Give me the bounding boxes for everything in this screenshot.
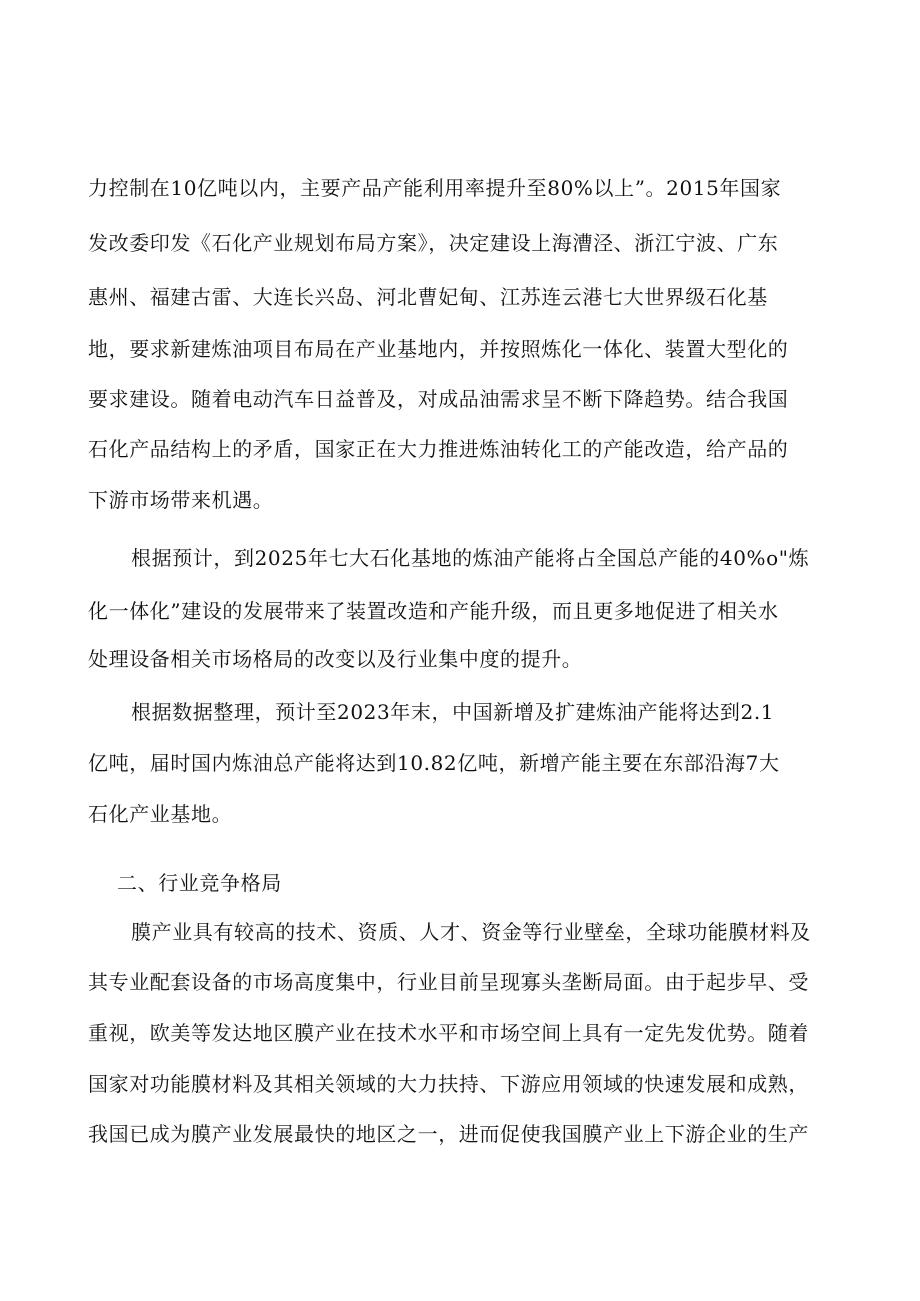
paragraph-2-line-3: 处理设备相关市场格局的改变以及行业集中度的提升。 bbox=[88, 647, 583, 671]
paragraph-1-line-7: 下游市场带来机遇。 bbox=[88, 488, 274, 512]
paragraph-4-line-3: 重视，欧美等发达地区膜产业在技术水平和市场空间上具有一定先发优势。随着 bbox=[88, 1021, 809, 1045]
paragraph-4-line-4: 国家对功能膜材料及其相关领域的大力扶持、下游应用领域的快速发展和成熟， bbox=[88, 1072, 809, 1096]
paragraph-1-line-5: 要求建设。随着电动汽车日益普及，对成品油需求呈不断下降趋势。结合我国 bbox=[88, 387, 789, 411]
paragraph-3-line-2: 亿吨，届时国内炼油总产能将达到10.82亿吨，新增产能主要在东部沿海7大 bbox=[88, 751, 780, 775]
paragraph-1-line-6: 石化产品结构上的矛盾，国家正在大力推进炼油转化工的产能改造，给产品的 bbox=[88, 437, 789, 461]
paragraph-4-line-1: 膜产业具有较高的技术、资质、人才、资金等行业壁垒，全球功能膜材料及 bbox=[131, 920, 811, 944]
paragraph-1-line-4: 地，要求新建炼油项目布局在产业基地内，并按照炼化一体化、装置大型化的 bbox=[88, 337, 789, 361]
paragraph-2-line-2: 化一体化”建设的发展带来了装置改造和产能升级，而且更多地促进了相关水 bbox=[88, 599, 779, 623]
section-heading: 二、行业竞争格局 bbox=[117, 871, 282, 895]
paragraph-2-line-1: 根据预计，到2025年七大石化基地的炼油产能将占全国总产能的40%o"炼 bbox=[131, 546, 810, 570]
paragraph-1-line-2: 发改委印发《石化产业规划布局方案》，决定建设上海漕泾、浙江宁波、广东 bbox=[88, 231, 779, 255]
paragraph-4-line-2: 其专业配套设备的市场高度集中，行业目前呈现寡头垄断局面。由于起步早、受 bbox=[88, 970, 809, 994]
paragraph-3-line-3: 石化产业基地。 bbox=[88, 802, 233, 826]
paragraph-1-line-3: 惠州、福建古雷、大连长兴岛、河北曹妃甸、江苏连云港七大世界级石化基 bbox=[88, 285, 768, 309]
paragraph-3-line-1: 根据数据整理，预计至2023年末，中国新增及扩建炼油产能将达到2.1 bbox=[131, 700, 775, 724]
paragraph-1-line-1: 力控制在10亿吨以内，主要产品产能利用率提升至80%以上”。2015年国家 bbox=[88, 176, 782, 200]
paragraph-4-line-5: 我国已成为膜产业发展最快的地区之一，进而促使我国膜产业上下游企业的生产 bbox=[88, 1122, 809, 1146]
